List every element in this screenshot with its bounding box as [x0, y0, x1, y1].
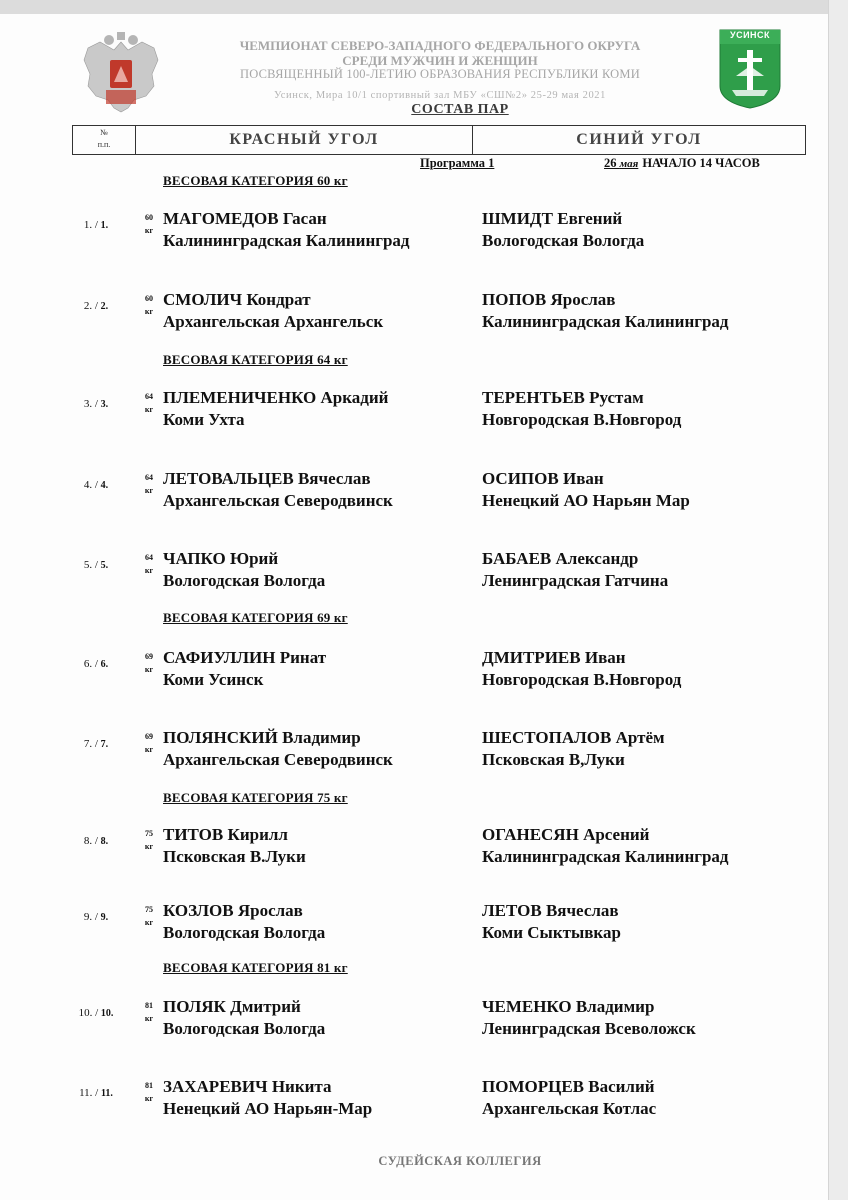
- bout-subindex: 2.: [100, 301, 109, 312]
- blue-athlete: [482, 824, 802, 868]
- athlete-surname: ПОЛЯК: [163, 997, 226, 1016]
- weight-category-69: ВЕСОВАЯ КАТЕГОРИЯ 69 кг: [163, 610, 348, 625]
- athlete-first-name: Владимир: [575, 997, 655, 1016]
- bout-index: 1.: [83, 219, 93, 231]
- weight-unit: кг: [144, 918, 154, 927]
- bout-subindex: 11.: [100, 1088, 113, 1099]
- bout-number: 10. / 10.: [78, 1007, 114, 1019]
- athlete-name: [163, 1076, 473, 1098]
- athlete-region: Калининградская Калининград: [163, 231, 410, 250]
- bout-index: 5.: [83, 559, 93, 571]
- athlete-first-name: Александр: [555, 549, 639, 568]
- athlete-name: [482, 468, 802, 490]
- athlete-region: Коми Ухта: [163, 410, 245, 429]
- bout-subindex: 3.: [100, 399, 109, 410]
- athlete-surname: ЗАХАРЕВИЧ: [163, 1077, 268, 1096]
- athlete-surname: ОСИПОВ: [482, 469, 559, 488]
- athlete-name: [482, 289, 802, 311]
- number-abbrev: п.п.: [97, 140, 111, 149]
- athlete-name: [482, 208, 802, 230]
- athlete-region: Архангельская Котлас: [482, 1099, 657, 1118]
- athlete-region: Вологодская Вологда: [482, 231, 645, 250]
- athlete-name: [163, 387, 473, 409]
- blue-athlete: [482, 900, 802, 944]
- bout-number: 3. / 3.: [83, 398, 109, 410]
- weight-value: 64: [145, 473, 153, 482]
- bout-row: [0, 387, 828, 437]
- weight-unit: кг: [144, 307, 154, 316]
- athlete-surname: ПОЛЯНСКИЙ: [163, 728, 278, 747]
- bout-subindex: 1.: [100, 220, 109, 231]
- red-athlete: [163, 727, 473, 771]
- athlete-name: [163, 208, 473, 230]
- blue-athlete: [482, 289, 802, 333]
- athlete-region: Ненецкий АО Нарьян-Мар: [163, 1099, 373, 1118]
- red-athlete: [163, 548, 473, 592]
- athlete-surname: ЛЕТОВАЛЬЦЕВ: [163, 469, 294, 488]
- bout-number: 9. / 9.: [83, 911, 109, 923]
- weight-value: 81: [145, 1081, 153, 1090]
- red-athlete: [163, 387, 473, 431]
- blue-corner-header: СИНИЙ УГОЛ: [576, 131, 702, 148]
- bout-number: 8. / 8.: [83, 835, 109, 847]
- bout-index: 10.: [78, 1007, 93, 1019]
- weight-unit: кг: [144, 665, 154, 674]
- athlete-surname: ЧАПКО: [163, 549, 226, 568]
- athlete-surname: ОГАНЕСЯН: [482, 825, 579, 844]
- athlete-region: Коми Усинск: [163, 670, 264, 689]
- blue-athlete: [482, 208, 802, 252]
- athlete-name: [482, 824, 802, 846]
- athlete-first-name: Аркадий: [320, 388, 389, 407]
- judges-panel-footer: СУДЕЙСКАЯ КОЛЛЕГИЯ: [378, 1154, 542, 1168]
- athlete-surname: ДМИТРИЕВ: [482, 648, 581, 667]
- weight-category-81: ВЕСОВАЯ КАТЕГОРИЯ 81 кг: [163, 960, 348, 975]
- blue-athlete: [482, 387, 802, 431]
- athlete-region: Вологодская Вологда: [163, 1019, 326, 1038]
- athlete-first-name: Гасан: [282, 209, 327, 228]
- athlete-region: Калининградская Калининград: [482, 847, 729, 866]
- athlete-region: Новгородская В.Новгород: [482, 410, 682, 429]
- bout-subindex: 5.: [100, 560, 109, 571]
- red-athlete: [163, 900, 473, 944]
- red-athlete: [163, 289, 473, 333]
- blue-athlete: [482, 996, 802, 1040]
- date-day: 26: [604, 156, 617, 170]
- athlete-surname: ТЕРЕНТЬЕВ: [482, 388, 585, 407]
- athlete-surname: КОЗЛОВ: [163, 901, 234, 920]
- athlete-region: Архангельская Архангельск: [163, 312, 384, 331]
- weight-value: 60: [145, 213, 153, 222]
- blue-athlete: [482, 647, 802, 691]
- athlete-name: [163, 900, 473, 922]
- athlete-first-name: Ярослав: [237, 901, 303, 920]
- document-title: СОСТАВ ПАР: [411, 102, 509, 117]
- red-athlete: [163, 1076, 473, 1120]
- weight-value: 75: [145, 829, 153, 838]
- bout-row: [0, 548, 828, 598]
- athlete-name: [482, 647, 802, 669]
- championship-title: ЧЕМПИОНАТ СЕВЕРО-ЗАПАДНОГО ФЕДЕРАЛЬНОГО ОКРУГА: [239, 38, 641, 53]
- logo-caption: УСИНСК: [729, 30, 771, 40]
- program-label: Программа 1: [420, 156, 495, 170]
- bout-subindex: 8.: [100, 836, 109, 847]
- athlete-first-name: Вячеслав: [297, 469, 371, 488]
- weight-value: 60: [145, 294, 153, 303]
- bout-row: [0, 824, 828, 874]
- weight-value: 81: [145, 1001, 153, 1010]
- weight-unit: кг: [144, 405, 154, 414]
- red-corner-header: КРАСНЫЙ УГОЛ: [136, 126, 473, 154]
- bout-number: 6. / 6.: [83, 658, 109, 670]
- athlete-surname: БАБАЕВ: [482, 549, 552, 568]
- usinsk-logo-icon: [718, 28, 782, 110]
- weight-unit: кг: [144, 486, 154, 495]
- athlete-first-name: Евгений: [557, 209, 623, 228]
- championship-subtitle: СРЕДИ МУЖЧИН И ЖЕНЩИН: [342, 53, 538, 68]
- blue-athlete: [482, 727, 802, 771]
- bout-subindex: 4.: [100, 480, 109, 491]
- athlete-region: Ненецкий АО Нарьян Мар: [482, 491, 690, 510]
- number-column-header: [73, 126, 136, 154]
- athlete-first-name: Иван: [562, 469, 604, 488]
- weight-unit: кг: [144, 1094, 154, 1103]
- athlete-name: [482, 548, 802, 570]
- bout-row: [0, 289, 828, 339]
- weight-value: 64: [145, 553, 153, 562]
- athlete-first-name: Артём: [615, 728, 665, 747]
- bout-number: 1. / 1.: [83, 219, 109, 231]
- bout-index: 7.: [83, 738, 93, 750]
- athlete-name: [482, 727, 802, 749]
- athlete-surname: САФИУЛЛИН: [163, 648, 276, 667]
- athlete-name: [163, 996, 473, 1018]
- bout-number: 5. / 5.: [83, 559, 109, 571]
- athlete-name: [163, 468, 473, 490]
- corner-header-table: [72, 125, 806, 155]
- athlete-region: Псковская В.Луки: [163, 847, 306, 866]
- athlete-surname: ШМИДТ: [482, 209, 553, 228]
- bout-index: 2.: [83, 300, 93, 312]
- bout-number: 11. / 11.: [79, 1087, 113, 1099]
- athlete-surname: ТИТОВ: [163, 825, 224, 844]
- bout-index: 6.: [83, 658, 93, 670]
- athlete-region: Архангельская Северодвинск: [163, 491, 393, 510]
- blue-athlete: [482, 468, 802, 512]
- red-athlete: [163, 647, 473, 691]
- athlete-name: [163, 824, 473, 846]
- date-month: мая: [619, 158, 639, 170]
- athlete-name: [482, 900, 802, 922]
- bout-index: 11.: [79, 1087, 93, 1099]
- blue-athlete: [482, 548, 802, 592]
- athlete-first-name: Ринат: [279, 648, 327, 667]
- athlete-surname: ПЛЕМЕНИЧЕНКО: [163, 388, 317, 407]
- athlete-region: Вологодская Вологда: [163, 571, 326, 590]
- athlete-region: Коми Сыктывкар: [482, 923, 621, 942]
- top-shadow: [0, 0, 828, 14]
- athlete-first-name: Василий: [588, 1077, 655, 1096]
- bout-row: [0, 208, 828, 258]
- weight-unit: кг: [144, 226, 154, 235]
- athlete-surname: ЧЕМЕНКО: [482, 997, 572, 1016]
- bout-number: 4. / 4.: [83, 479, 109, 491]
- athlete-first-name: Арсений: [583, 825, 650, 844]
- athlete-region: Ленинградская Всеволожск: [482, 1019, 696, 1038]
- athlete-first-name: Дмитрий: [230, 997, 301, 1016]
- weight-category-75: ВЕСОВАЯ КАТЕГОРИЯ 75 кг: [163, 790, 348, 805]
- weight-unit: кг: [144, 1014, 154, 1023]
- athlete-name: [482, 387, 802, 409]
- venue-line: Усинск, Мира 10/1 спортивный зал МБУ «СШ№2» 25-29 мая 2021: [273, 90, 606, 101]
- athlete-name: [163, 289, 473, 311]
- bout-index: 3.: [83, 398, 93, 410]
- bout-subindex: 7.: [100, 739, 109, 750]
- weight-category-60: ВЕСОВАЯ КАТЕГОРИЯ 60 кг: [163, 173, 348, 188]
- number-sign: №: [100, 128, 108, 137]
- athlete-surname: ПОПОВ: [482, 290, 547, 309]
- athlete-first-name: Кондрат: [246, 290, 311, 309]
- date-and-start: [604, 156, 760, 171]
- weight-value: 64: [145, 392, 153, 401]
- bout-row: [0, 468, 828, 518]
- bout-index: 8.: [83, 835, 93, 847]
- weight-value: 69: [145, 732, 153, 741]
- bout-index: 4.: [83, 479, 93, 491]
- weight-value: 69: [145, 652, 153, 661]
- athlete-surname: ЛЕТОВ: [482, 901, 542, 920]
- athlete-region: Вологодская Вологда: [163, 923, 326, 942]
- athlete-first-name: Юрий: [229, 549, 279, 568]
- athlete-first-name: Ярослав: [550, 290, 616, 309]
- athlete-region: Архангельская Северодвинск: [163, 750, 393, 769]
- athlete-surname: ПОМОРЦЕВ: [482, 1077, 584, 1096]
- bout-row: [0, 996, 828, 1046]
- athlete-name: [163, 647, 473, 669]
- athlete-first-name: Владимир: [282, 728, 361, 747]
- bout-number: 7. / 7.: [83, 738, 109, 750]
- athlete-name: [163, 727, 473, 749]
- red-athlete: [163, 824, 473, 868]
- athlete-name: [163, 548, 473, 570]
- eagle-emblem-icon: [80, 30, 162, 114]
- athlete-first-name: Рустам: [589, 388, 644, 407]
- athlete-surname: МАГОМЕДОВ: [163, 209, 279, 228]
- athlete-first-name: Никита: [271, 1077, 332, 1096]
- bout-index: 9.: [83, 911, 93, 923]
- red-athlete: [163, 208, 473, 252]
- athlete-first-name: Кирилл: [227, 825, 288, 844]
- bout-number: 2. / 2.: [83, 300, 109, 312]
- bout-row: [0, 1076, 828, 1126]
- bout-row: [0, 727, 828, 777]
- athlete-name: [482, 996, 802, 1018]
- athlete-surname: СМОЛИЧ: [163, 290, 243, 309]
- bout-row: [0, 647, 828, 697]
- blue-athlete: [482, 1076, 802, 1120]
- bout-subindex: 9.: [100, 912, 109, 923]
- bout-subindex: 6.: [100, 659, 109, 670]
- athlete-first-name: Иван: [584, 648, 626, 667]
- red-athlete: [163, 996, 473, 1040]
- athlete-region: Псковская В,Луки: [482, 750, 625, 769]
- athlete-region: Ленинградская Гатчина: [482, 571, 669, 590]
- date-text: [604, 156, 638, 170]
- weight-unit: кг: [144, 566, 154, 575]
- athlete-surname: ШЕСТОПАЛОВ: [482, 728, 612, 747]
- athlete-name: [482, 1076, 802, 1098]
- weight-unit: кг: [144, 842, 154, 851]
- weight-value: 75: [145, 905, 153, 914]
- start-time: НАЧАЛО 14 ЧАСОВ: [642, 156, 760, 170]
- weight-unit: кг: [144, 745, 154, 754]
- athlete-first-name: Вячеслав: [545, 901, 619, 920]
- bout-subindex: 10.: [100, 1008, 114, 1019]
- weight-category-64: ВЕСОВАЯ КАТЕГОРИЯ 64 кг: [163, 352, 348, 367]
- dedication-line: ПОСВЯЩЕННЫЙ 100-ЛЕТИЮ ОБРАЗОВАНИЯ РЕСПУБЛИКИ КОМИ: [240, 67, 640, 81]
- bout-row: [0, 900, 828, 950]
- red-athlete: [163, 468, 473, 512]
- athlete-region: Калининградская Калининград: [482, 312, 729, 331]
- athlete-region: Новгородская В.Новгород: [482, 670, 682, 689]
